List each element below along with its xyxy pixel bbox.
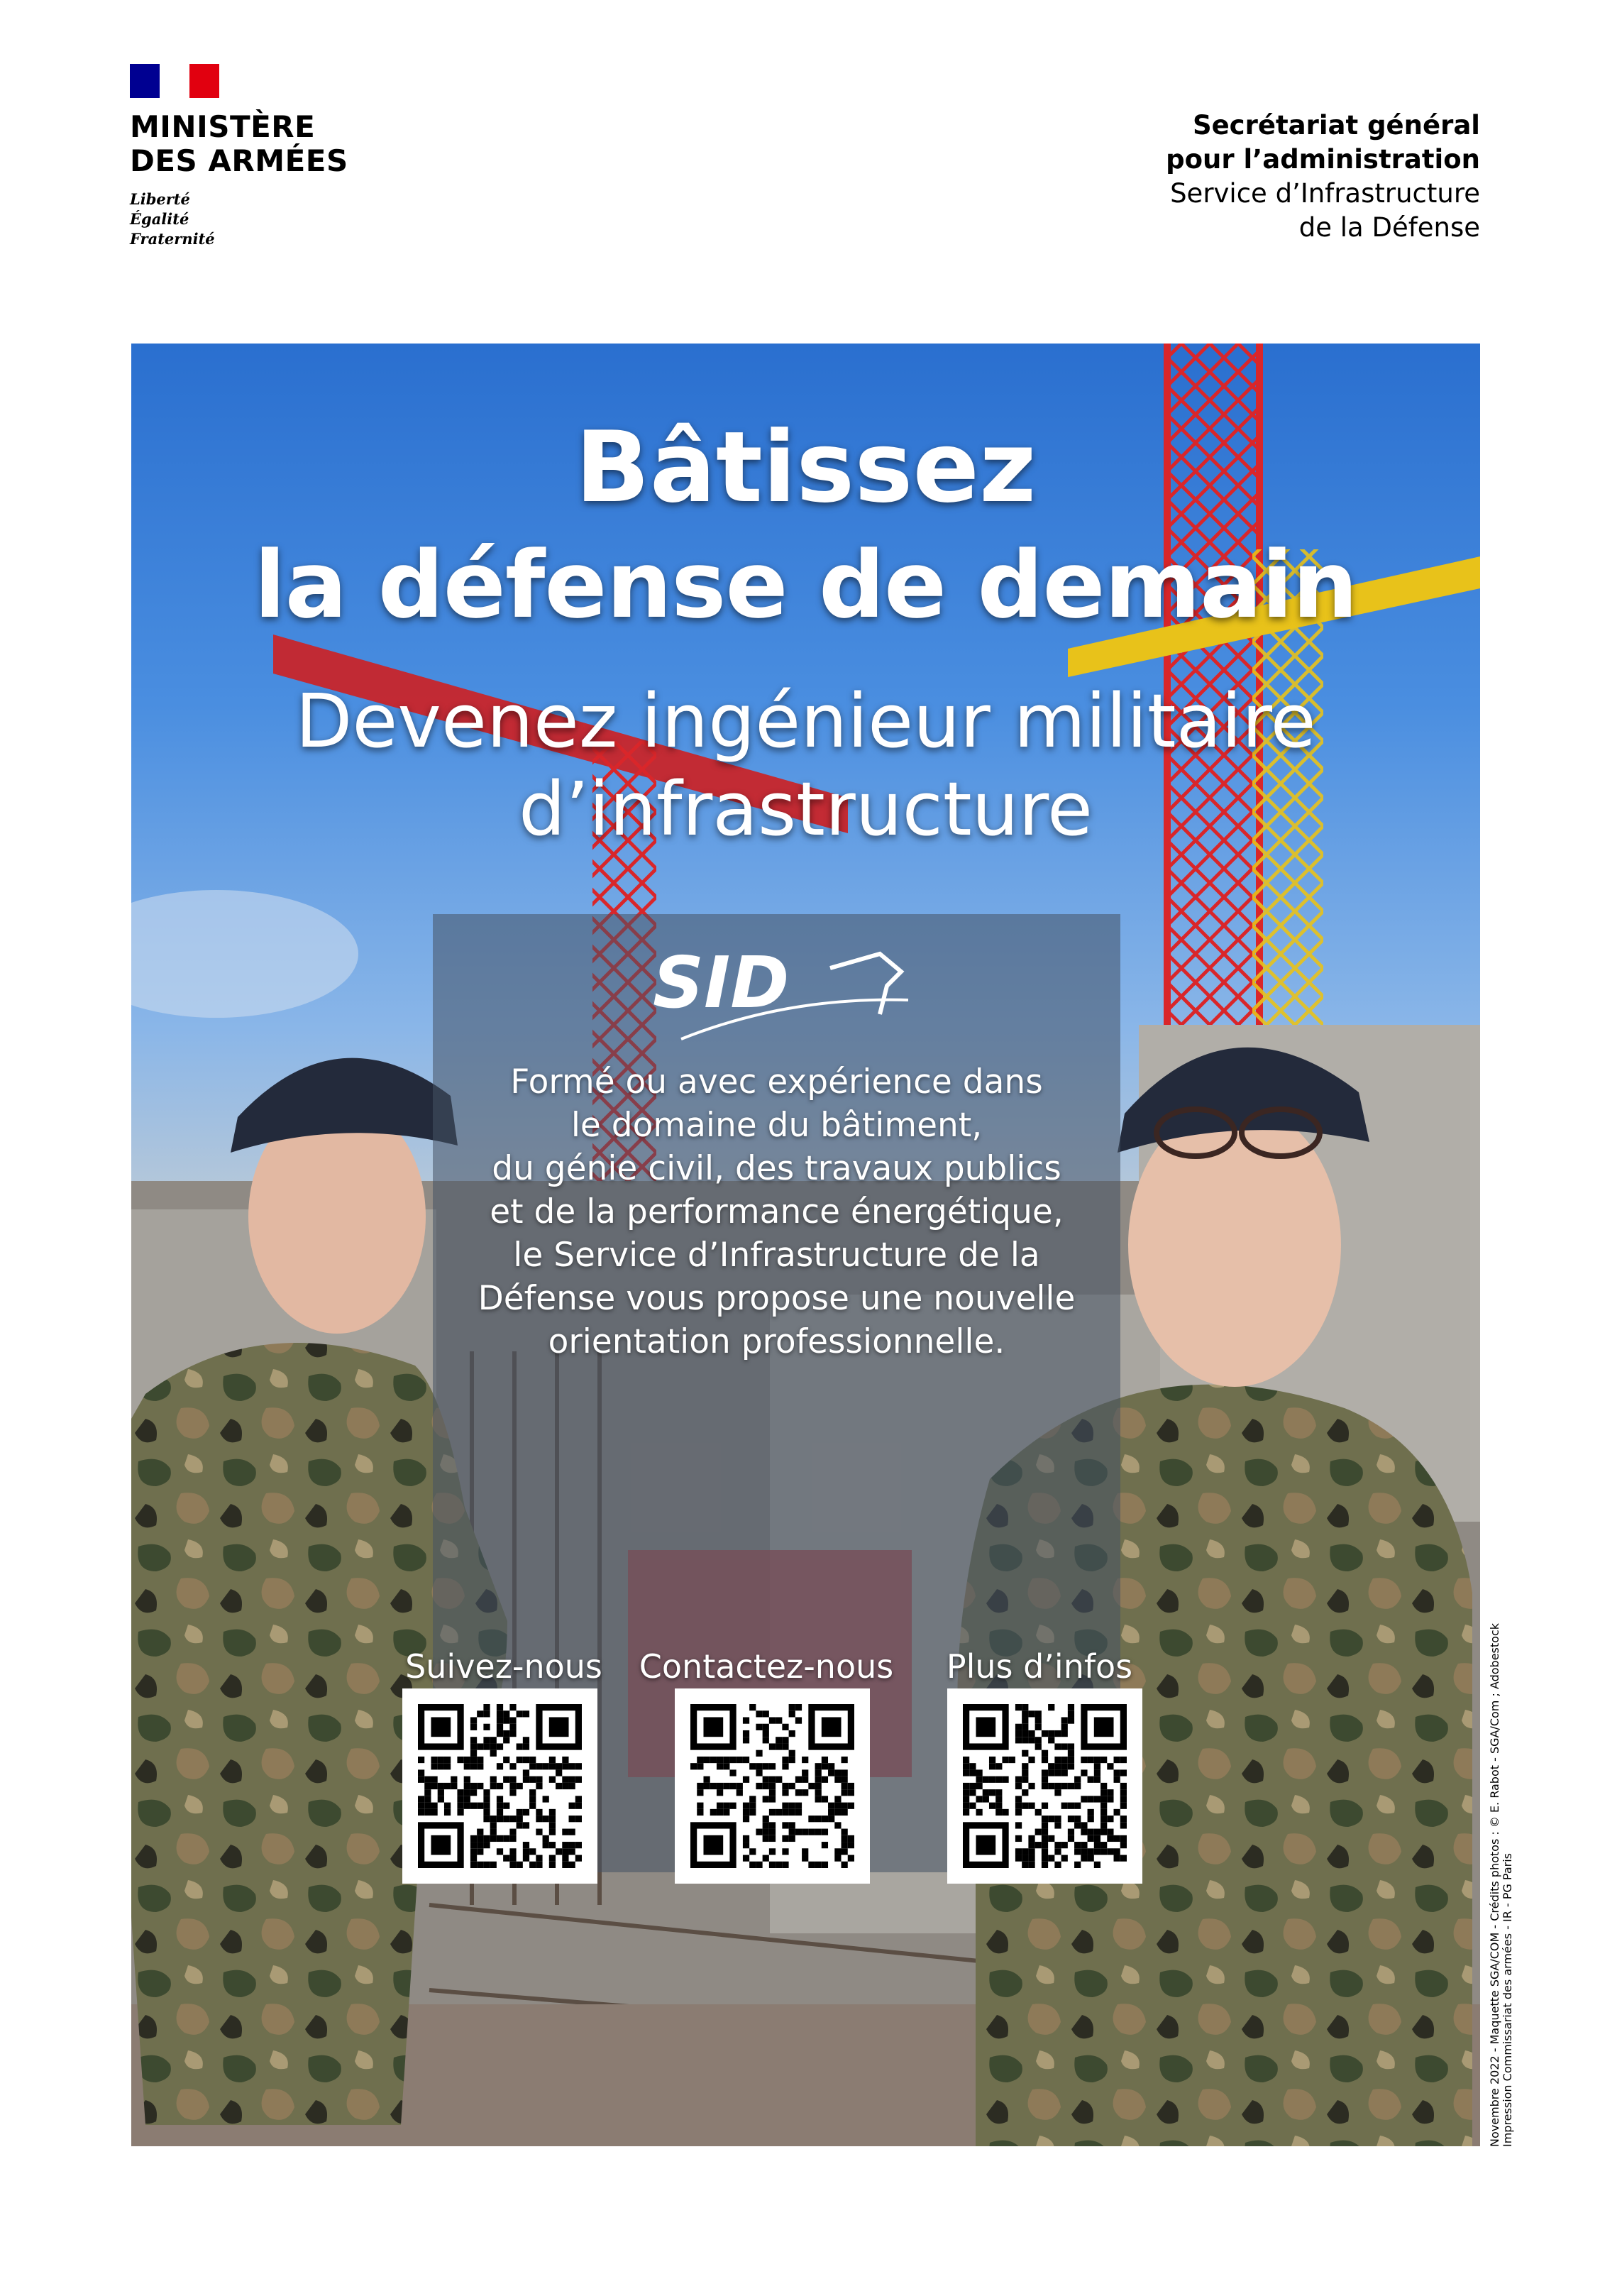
qr-label-follow: Suivez-nous	[405, 1647, 602, 1686]
org-line-2: pour l’administration	[1166, 144, 1480, 175]
issuing-organization	[1166, 109, 1480, 245]
sid-logo	[639, 940, 922, 1046]
qr-code-contact-pattern	[690, 1704, 854, 1868]
qr-code-follow-pattern	[418, 1704, 582, 1868]
ministry-name	[130, 110, 348, 178]
qr-code-contact[interactable]	[675, 1688, 870, 1884]
org-line-1: Secrétariat général	[1192, 110, 1480, 141]
body-line-6: Défense vous propose une nouvelle	[478, 1279, 1076, 1318]
body-line-7: orientation professionnelle.	[548, 1322, 1005, 1361]
photo-credits	[1489, 1444, 1514, 2147]
qr-label-info: Plus d’infos	[946, 1647, 1133, 1686]
ministry-line-1: MINISTÈRE	[130, 109, 316, 144]
motto-liberte: Liberté	[130, 190, 190, 208]
headline-line-2: la défense de demain	[254, 531, 1357, 639]
body-line-3: du génie civil, des travaux publics	[492, 1149, 1061, 1188]
recruitment-poster	[131, 344, 1480, 2146]
motto-egalite: Égalité	[130, 210, 189, 228]
ministry-line-2: DES ARMÉES	[130, 143, 348, 178]
qr-label-contact: Contactez-nous	[639, 1647, 894, 1686]
body-line-5: le Service d’Infrastructure de la	[513, 1236, 1040, 1275]
subheadline-line-1: Devenez ingénieur militaire	[295, 678, 1316, 764]
org-line-4: de la Défense	[1298, 212, 1480, 243]
body-line-4: et de la performance énergétique,	[490, 1192, 1064, 1231]
qr-code-info-pattern	[963, 1704, 1127, 1868]
credits-line-1: Novembre 2022 - Maquette SGA/COM - Crédits photos : © E. Rabot - SGA/Com ; Adobestock	[1488, 1622, 1501, 2147]
body-line-1: Formé ou avec expérience dans	[510, 1062, 1043, 1102]
motto-fraternite: Fraternité	[130, 230, 215, 248]
body-line-2: le domaine du bâtiment,	[570, 1106, 983, 1145]
credits-line-2: Impression Commissariat des armées - IR - PG Paris	[1501, 1853, 1514, 2147]
subheadline-line-2: d’infrastructure	[519, 766, 1093, 852]
headline-line-1: Bâtissez	[575, 410, 1037, 524]
republic-motto	[130, 189, 215, 249]
panel-body-text	[433, 1060, 1120, 1363]
sid-logo-text: SID	[653, 941, 790, 1024]
qr-code-info[interactable]	[947, 1688, 1142, 1884]
marianne-flag-logo	[130, 64, 219, 98]
org-line-3: Service d’Infrastructure	[1170, 178, 1480, 209]
qr-code-follow[interactable]	[402, 1688, 597, 1884]
